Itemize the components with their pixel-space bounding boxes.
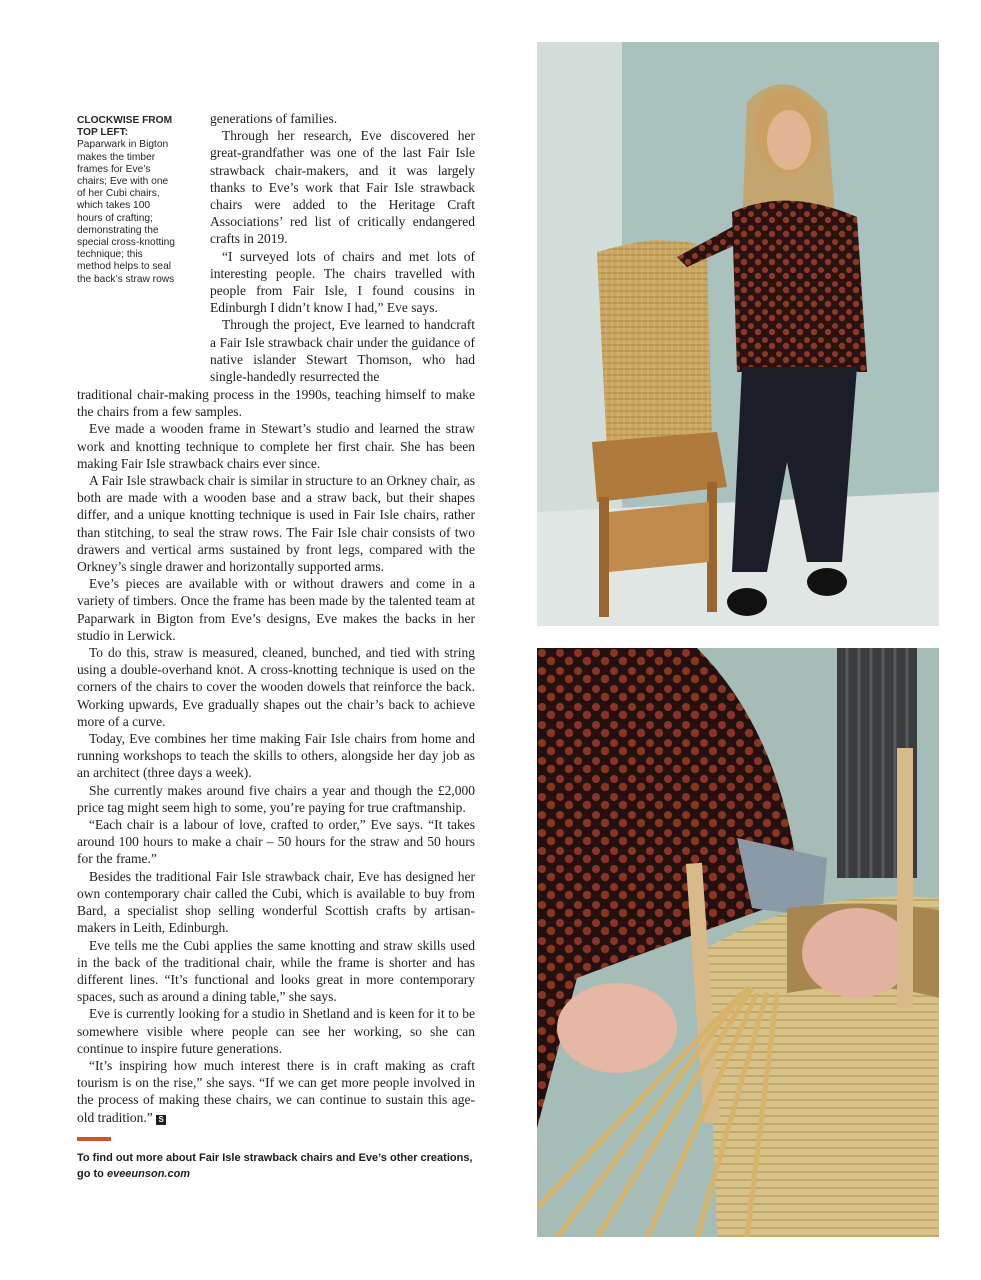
photo-eve-with-chair-illustration [537,42,939,626]
article-paragraph: generations of families. [210,111,338,126]
footer-text: To find out more about Fair Isle strawback chairs and Eve’s other creations, go to [77,1152,473,1180]
caption-text: Paparwark in Bigton makes the timber frames for Eve’s chairs; Eve with one of her Cubi chairs, which takes 100 hours of crafting; demonstrating the special cross-knotting technique; this method helps to seal the back’s straw rows [77,139,175,285]
article-paragraph: traditional chair-making process in the 1990s, teaching himself to make the chairs from a few samples. [77,387,475,420]
article-column-top [210,110,475,385]
article-paragraph: Eve is currently looking for a studio in Shetland and is keen for it to be somewhere visible where people can see her working, so she can continue to inspire future generations. [77,1006,475,1056]
article-paragraph: To do this, straw is measured, cleaned, bunched, and tied with string using a double-overhand knot. A cross-knotting technique is used on the corners of the chairs to cover the wooden dowels that reinforce the back. Working upwards, Eve gradually shapes out the chair’s back to achieve more of a curve. [77,645,475,729]
article-paragraph: She currently makes around five chairs a year and though the £2,000 price tag might seem high to some, you’re paying for true craftmanship. [77,782,475,815]
article-paragraph: A Fair Isle strawback chair is similar in structure to an Orkney chair, as both are made with a wooden base and a straw back, but their shapes differ, and a unique knotting technique is used in Fair Isle chairs, rather than stitching, to seal the straw rows. The Fair Isle chair consists of two drawers and vertical arms sustained by front legs, compared with the Orkney’s single drawer and horizontally supported arms. [77,473,475,575]
photo-caption [77,115,177,286]
article-paragraph: Eve made a wooden frame in Stewart’s studio and learned the straw work and knotting technique to complete her first chair. She has been making Fair Isle strawback chairs ever since. [77,421,475,471]
article-paragraph: “I surveyed lots of chairs and met lots of interesting people. The chairs travelled with people from Fair Isle, I found cousins in Edinburgh I didn’t know I had,” Eve says. [210,248,475,316]
footer-link[interactable]: eveeunson.com [106,1168,191,1180]
caption-heading: CLOCKWISE FROM TOP LEFT: [77,115,173,139]
end-mark-icon: S [156,1115,166,1125]
photo-cross-knotting [537,648,939,1237]
article-paragraph: Eve tells me the Cubi applies the same knotting and straw skills used in the back of the traditional chair, while the frame is shorter and has different lines. “It’s functional and looks great in more contemporary spaces, such as around a dining table,” she says. [77,937,475,1005]
article-paragraph: “Each chair is a labour of love, crafted to order,” Eve says. “It takes around 100 hours to make a chair – 50 hours for the straw and 50 hours for the frame.” [77,817,475,867]
photo-cross-knotting-illustration [537,648,939,1237]
photo-eve-with-chair [537,42,939,626]
article-closing-text: “It’s inspiring how much interest there is in craft making as craft tourism is on the rise,” she says. “If we can get more people involved in the process of making these chairs, we can continue to sustain this age-old tradition.” [77,1057,475,1125]
footer-note [77,1150,477,1182]
article-column-main [77,386,475,1126]
article-paragraph: Besides the traditional Fair Isle strawback chair, Eve has designed her own contemporary chair called the Cubi, which is available to buy from Bard, a specialist shop selling wonderful Scottish crafts by artisan-makers in Leith, Edinburgh. [77,868,475,936]
article-paragraph: Through her research, Eve discovered her great-grandfather was one of the last Fair Isle strawback chair-makers, and it was largely thanks to Eve’s work that Fair Isle strawback chairs were added to the Heritage Craft Associations’ red list of critically endangered crafts in 2019. [210,128,475,247]
accent-rule [77,1137,111,1141]
article-paragraph [77,1057,475,1126]
article-paragraph: Today, Eve combines her time making Fair Isle chairs from home and running workshops to teach the skills to others, alongside her day job as an architect (three days a week). [77,731,475,781]
article-paragraph: Through the project, Eve learned to handcraft a Fair Isle strawback chair under the guidance of native islander Stewart Thomson, who had single-handedly resurrected the [210,317,475,385]
article-paragraph: Eve’s pieces are available with or without drawers and come in a variety of timbers. Once the frame has been made by the talented team at Paparwark in Bigton from Eve’s designs, Eve makes the backs in her studio in Lerwick. [77,576,475,643]
